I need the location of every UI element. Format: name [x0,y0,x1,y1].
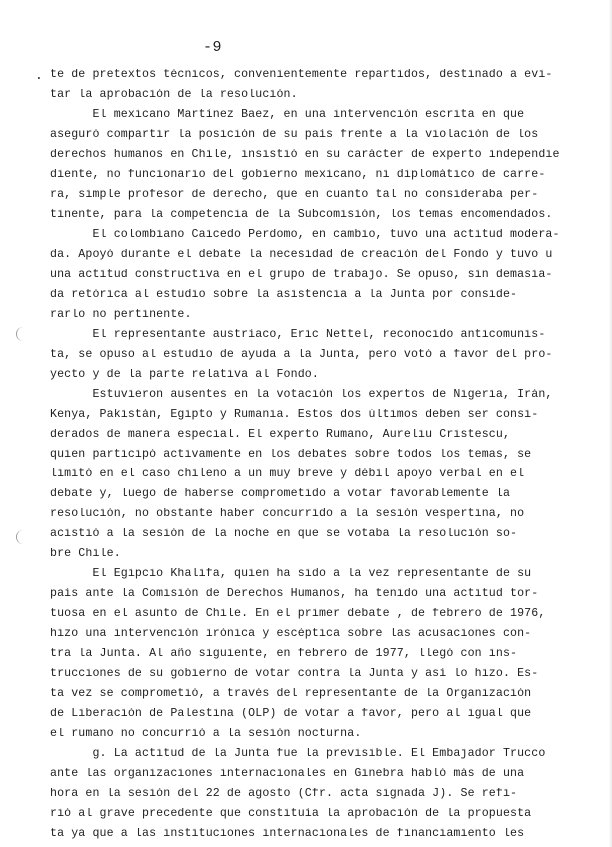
text-line: una actitud constructiva en el grupo de trabajo. Se opuso, sin demasia- [50,269,553,281]
page-number: -9 [203,39,223,56]
text-line: El representante austríaco, Eric Nettel, reconocido anticomunis- [50,329,546,341]
text-line: yecto y de la parte relativa al Fondo. [50,369,319,381]
text-line: acistió a la sesión de la noche en que se votaba la resolución so- [50,528,518,540]
text-line: ra, simple profesor de derecho, que en cuanto tal no consideraba per- [50,189,539,201]
text-line: diente, no funcionario del gobierno mexicano, ni diplomático de carre- [50,169,546,181]
text-line: de Liberación de Palestina (OLP) de votar a favor, pero al igual que [50,708,532,720]
text-line: limitó en el caso chileno a un muy breve y débil apoyo verbal en el [50,468,525,480]
text-line: te de pretextos técnicos, convenientemente repartidos, destinado a evi- [50,69,553,81]
text-line: trucciones de su gobierno de votar contra la Junta y así lo hizo. Es- [50,668,539,680]
text-line: quien participó activamente en los debates sobre todos los temas, se [50,449,532,461]
text-line: país ante la Comisión de Derechos Humanos, ha tenido una actitud tor- [50,588,539,600]
text-line: ta, se opuso al estudio de ayuda a la Junta, pero votó a favor del pro- [50,349,553,361]
text-line: derados de manera especial. El experto Rumano, Aureliu Cristescu, [50,429,511,441]
text-line: debate y, luego de haberse comprometido a votar favorablemente la [50,488,511,500]
text-line: hora en la sesión del 22 de agosto (Cfr. acta signada J). Se refi- [50,788,518,800]
text-line: g. La actitud de la Junta fue la previsible. El Embajador Trucco [50,748,546,760]
punch-hole [16,530,25,544]
text-line: bre Chile. [50,548,121,560]
text-line: hizo una intervención irónica y escéptica sobre las acusaciones con- [50,628,532,640]
text-line: El colombiano Caicedo Perdomo, en cambio, tuvo una actitud modera- [50,229,560,241]
text-line: da retórica al estudio sobre la asistencia a la Junta por conside- [50,289,518,301]
margin-mark: . [35,68,43,83]
text-line: derechos humanos en Chile, insistió en su carácter de experto independie [50,149,560,161]
text-line: resolución, no obstante haber concurrido a la sesión vespertina, no [50,508,525,520]
text-line: ta ya que a las instituciones internacionales de financiamiento les [50,828,525,840]
text-line: el rumano no concurrió a la sesión nocturna. [50,728,362,740]
text-line: Estuvieron ausentes en la votación los expertos de Nigeria, Irán, [50,389,553,401]
text-line: rarlo no pertinente. [50,309,192,321]
text-line: tuosa en el asunto de Chile. En el primer debate , de febrero de 1976, [50,608,546,620]
text-line: Kenya, Pakistán, Egipto y Rumania. Estos dos últimos deben ser consi- [50,409,539,421]
text-line: El Egipcio Khalifa, quien ha sido a la vez representante de su [50,568,532,580]
text-line: ante las organizaciones internacionales en Ginebra habló más de una [50,768,525,780]
text-line: El mexicano Martínez Baez, en una intervención escrita en que [50,109,525,121]
text-line: tra la Junta. Al año siguiente, en febrero de 1977, llegó con ins- [50,648,518,660]
text-line: aseguró compartir la posición de su país frente a la violación de los [50,129,539,141]
text-line: rió al grave precedente que constituía la aprobación de la propuesta [50,808,532,820]
text-line: ta vez se comprometió, a través del representante de la Organización [50,688,532,700]
text-line: tinente, para la competencia de la Subcomisión, los temas encomendados. [50,209,553,221]
text-line: da. Apoyó durante el debate la necesidad de creación del Fondo y tuvo u [50,249,553,261]
punch-hole [16,327,25,341]
text-line: tar la aprobación de la resolución. [50,89,298,101]
